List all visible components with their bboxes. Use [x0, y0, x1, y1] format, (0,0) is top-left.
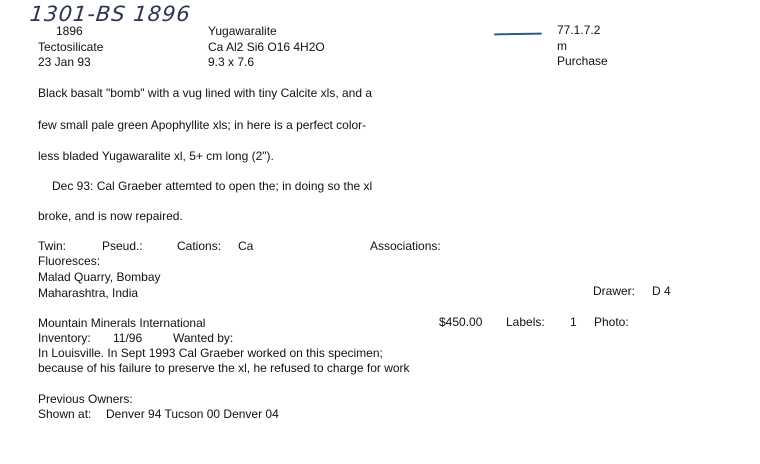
- classification: Tectosilicate: [38, 40, 104, 54]
- labels-label: Labels:: [506, 315, 545, 329]
- pseud-label: Pseud.:: [102, 239, 143, 253]
- twin-label: Twin:: [38, 239, 67, 253]
- cations-value: Ca: [238, 239, 254, 253]
- description-line-1: Black basalt "bomb" with a vug lined with tiny Calcite xls, and a: [38, 86, 373, 100]
- drawer-label: Drawer:: [593, 284, 636, 298]
- mineral-name: Yugawaralite: [208, 24, 277, 38]
- classification-code: 77.1.7.2: [557, 23, 601, 37]
- handwritten-catalog-note: 1301-BS 1896: [28, 2, 193, 26]
- shown-at-label: Shown at:: [38, 407, 92, 421]
- locality-line-1: Malad Quarry, Bombay: [38, 270, 161, 284]
- specimen-size: 9.3 x 7.6: [208, 55, 255, 69]
- drawer-value: D 4: [652, 284, 671, 298]
- fluoresces-label: Fluoresces:: [38, 254, 101, 268]
- photo-label: Photo:: [594, 315, 629, 329]
- shown-at-value: Denver 94 Tucson 00 Denver 04: [106, 407, 279, 421]
- description-line-2: few small pale green Apophyllite xls; in here is a perfect color-: [38, 118, 367, 132]
- description-line-5: broke, and is now repaired.: [38, 209, 183, 223]
- record-date: 23 Jan 93: [38, 55, 91, 69]
- locality-line-2: Maharashtra, India: [38, 286, 139, 300]
- notes-line-2: because of his failure to preserve the xl, he refused to charge for work: [38, 361, 410, 375]
- pen-stroke-mark: [494, 33, 542, 36]
- inventory-value: 11/96: [113, 331, 143, 345]
- description-line-3: less bladed Yugawaralite xl, 5+ cm long (2").: [38, 149, 274, 163]
- previous-owners-label: Previous Owners:: [38, 392, 133, 406]
- description-line-4: Dec 93: Cal Graeber attemted to open the; in doing so the xl: [52, 179, 373, 193]
- labels-value: 1: [570, 315, 577, 329]
- acquisition-type: Purchase: [557, 54, 608, 68]
- chemical-formula: Ca Al2 Si6 O16 4H2O: [208, 40, 325, 54]
- wanted-by-label: Wanted by:: [173, 331, 234, 345]
- code-unit: m: [557, 39, 567, 53]
- inventory-label: Inventory:: [38, 331, 91, 345]
- cations-label: Cations:: [177, 239, 222, 253]
- associations-label: Associations:: [370, 239, 441, 253]
- notes-line-1: In Louisville. In Sept 1993 Cal Graeber worked on this specimen;: [38, 346, 383, 360]
- catalog-year: 1896: [56, 24, 83, 38]
- dealer-name: Mountain Minerals International: [38, 316, 206, 330]
- price: $450.00: [439, 315, 483, 329]
